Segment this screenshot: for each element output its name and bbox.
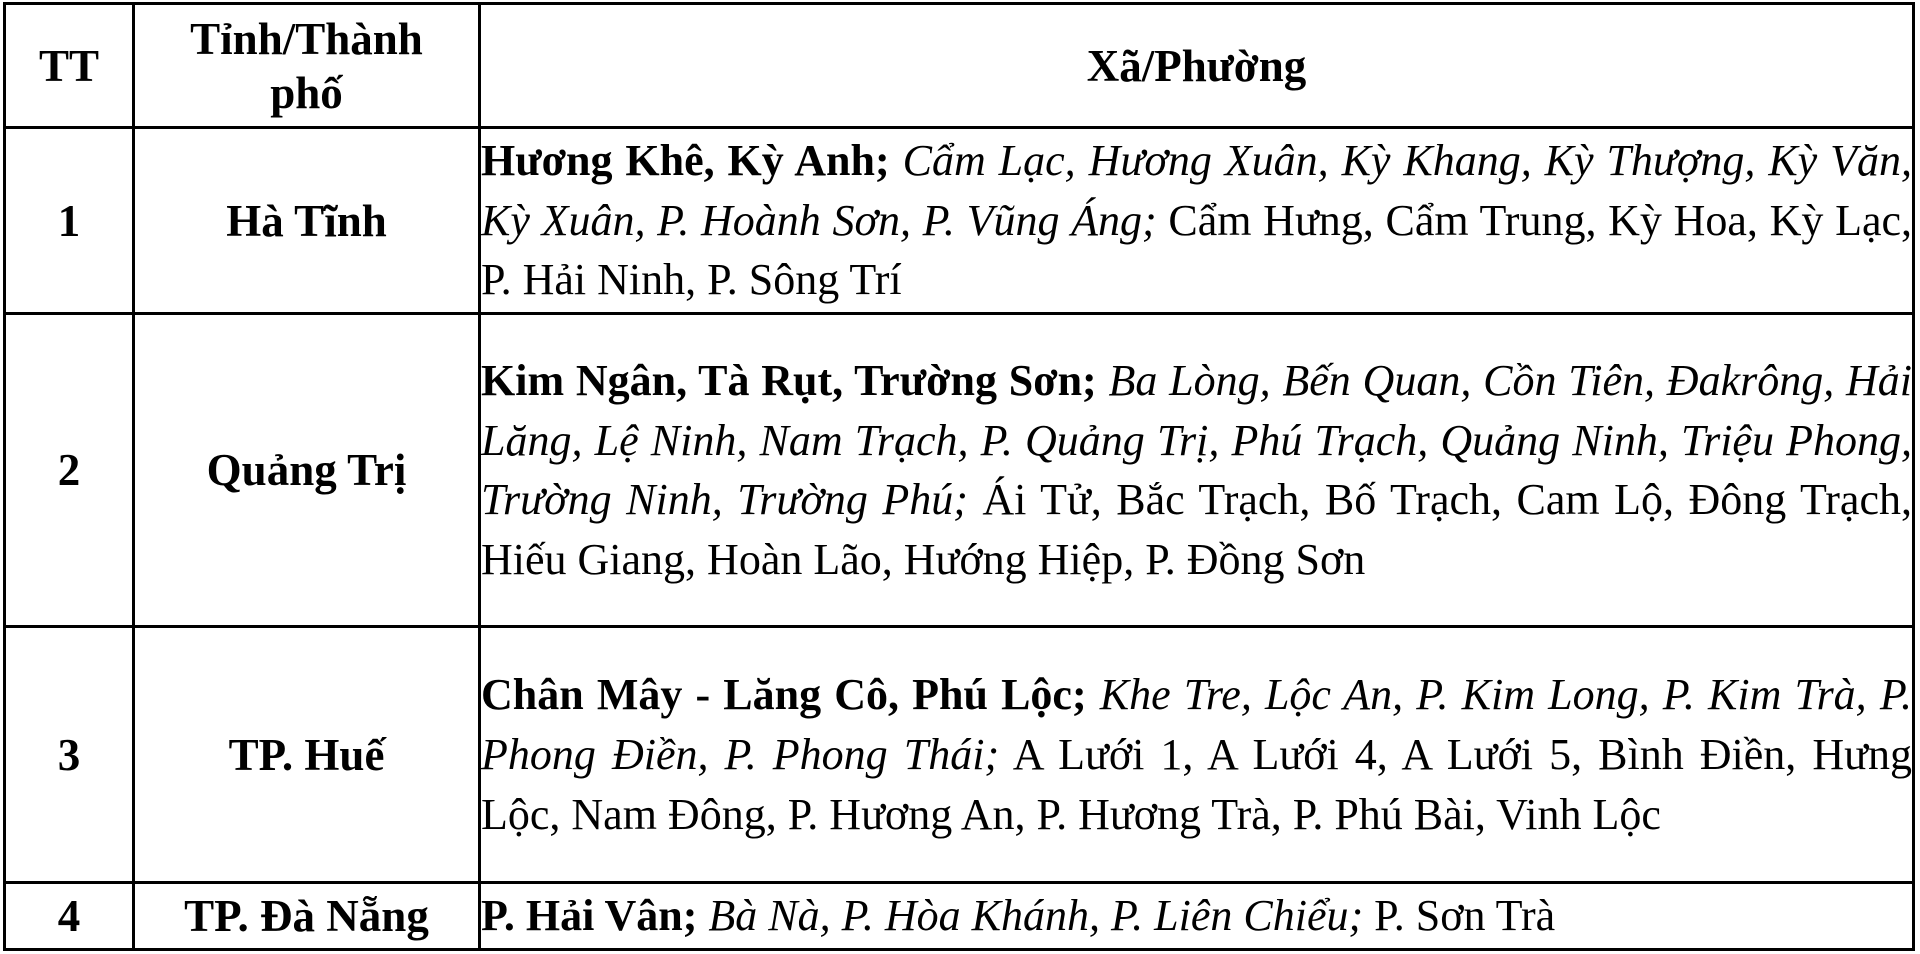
row-number: 4 (5, 883, 134, 950)
ward-list-bold: Chân Mây - Lăng Cô, Phú Lộc; (481, 670, 1087, 720)
province-name: TP. Huế (134, 627, 480, 883)
ward-list (480, 128, 1914, 314)
header-province (134, 4, 480, 128)
ward-list (480, 627, 1914, 883)
ward-list-normal: Cẩm Hưng, Cẩm Trung, Kỳ Hoa, Kỳ Lạc, P. Hải Ninh, P. Sông Trí (481, 195, 1913, 305)
ward-list-italic: Khe Tre, Lộc An, P. Kim Long, P. Kim Trà, P. Phong Điền, P. Phong Thái; (481, 670, 1913, 780)
row-number: 3 (5, 627, 134, 883)
row-number: 1 (5, 128, 134, 314)
header-wards: Xã/Phường (480, 4, 1914, 128)
ward-list-italic: Bà Nà, P. Hòa Khánh, P. Liên Chiểu; (708, 891, 1364, 941)
province-name: Hà Tĩnh (134, 128, 480, 314)
header-row (5, 4, 1914, 128)
ward-list-normal: A Lưới 1, A Lưới 4, A Lưới 5, Bình Điền, Hưng Lộc, Nam Đông, P. Hương An, P. Hương Trà, P. Phú Bài, Vinh Lộc (481, 730, 1912, 839)
ward-list-bold: Hương Khê, Kỳ Anh; (481, 136, 890, 186)
ward-list-italic: Cẩm Lạc, Hương Xuân, Kỳ Khang, Kỳ Thượng, Kỳ Văn, Kỳ Xuân, P. Hoành Sơn, P. Vũng Áng; (481, 136, 1913, 245)
ward-list-bold: Kim Ngân, Tà Rụt, Trường Sơn; (481, 356, 1097, 406)
ward-list (480, 314, 1914, 627)
ward-list-italic: Ba Lòng, Bến Quan, Cồn Tiên, Đakrông, Hải Lăng, Lệ Ninh, Nam Trạch, P. Quảng Trị, Phú Trạch, Quảng Ninh, Triệu Phong, Trường Ninh, Trường Phú; (481, 356, 1912, 525)
row-number: 2 (5, 314, 134, 627)
table-row (5, 883, 1914, 950)
header-province-label: Tỉnh/Thành phố (190, 13, 423, 118)
ward-table (3, 2, 1915, 951)
table-row (5, 627, 1914, 883)
province-name: Quảng Trị (134, 314, 480, 627)
header-tt: TT (5, 4, 134, 128)
ward-list-normal: Ái Tử, Bắc Trạch, Bố Trạch, Cam Lộ, Đông Trạch, Hiếu Giang, Hoàn Lão, Hướng Hiệp, P. Đồng Sơn (481, 475, 1912, 584)
ward-list-normal: P. Sơn Trà (1374, 891, 1556, 941)
province-name: TP. Đà Nẵng (134, 883, 480, 950)
ward-list (480, 883, 1914, 950)
ward-list-bold: P. Hải Vân; (481, 891, 698, 941)
table-row (5, 128, 1914, 314)
table-row (5, 314, 1914, 627)
